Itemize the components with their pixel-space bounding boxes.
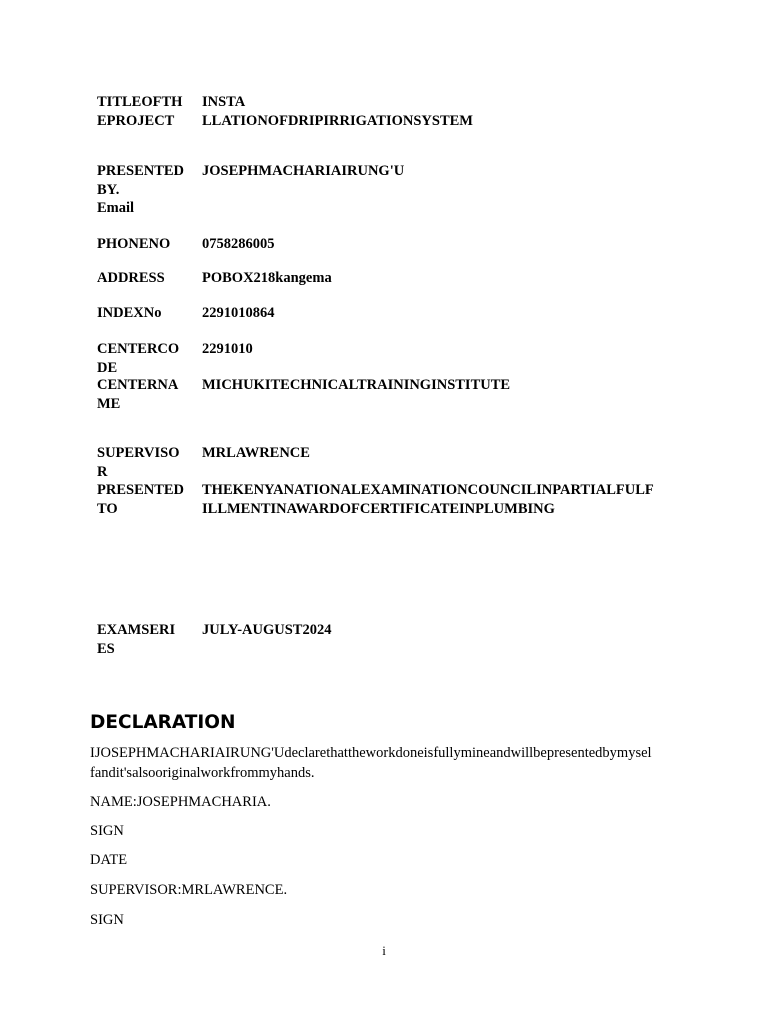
declaration-statement: IJOSEPHMACHARIAIRUNG'Udeclarethattheworkdoneisfullymineandwillbepresentedbymysel fandit'salsooriginalworkfrommyhands. [90,745,652,781]
centre-name-label: CENTERNA ME [97,377,179,412]
supervisor-value: MRLAWRENCE [202,445,310,461]
index-label: INDEXNo [97,305,162,321]
declarant-sign-line: SIGN [90,823,124,839]
presented-by-value: JOSEPHMACHARIAIRUNG'U [202,163,405,179]
date-line: DATE [90,852,128,868]
supervisor-line: SUPERVISOR:MRLAWRENCE. [90,882,288,898]
declarant-name-line: NAME:JOSEPHMACHARIA. [90,794,271,810]
phone-label: PHONENO [97,236,171,252]
presented-by-label: PRESENTED BY. Email [97,163,185,216]
exam-series-label: EXAMSERI ES [97,622,176,657]
phone-value: 0758286005 [202,236,275,252]
address-value: POBOX218kangema [202,270,332,286]
index-value: 2291010864 [202,305,275,321]
centre-code-value: 2291010 [202,341,253,357]
supervisor-sign-line: SIGN [90,912,124,928]
centre-name-value: MICHUKITECHNICALTRAININGINSTITUTE [202,377,511,393]
centre-code-label: CENTERCO DE [97,341,180,376]
page-number: i [382,943,386,958]
declaration-heading: DECLARATION [90,712,236,733]
presented-to-label: PRESENTED TO [97,482,185,517]
title-label: TITLEOFTH EPROJECT [97,94,183,129]
address-label: ADDRESS [97,270,165,286]
title-value: INSTA LLATIONOFDRIPIRRIGATIONSYSTEM [202,94,473,129]
presented-to-value: THEKENYANATIONALEXAMINATIONCOUNCILINPARTIALFULF ILLMENTINAWARDOFCERTIFICATEINPLUMBING [202,482,654,517]
supervisor-label: SUPERVISO R [97,445,180,480]
exam-series-value: JULY-AUGUST2024 [202,622,332,638]
